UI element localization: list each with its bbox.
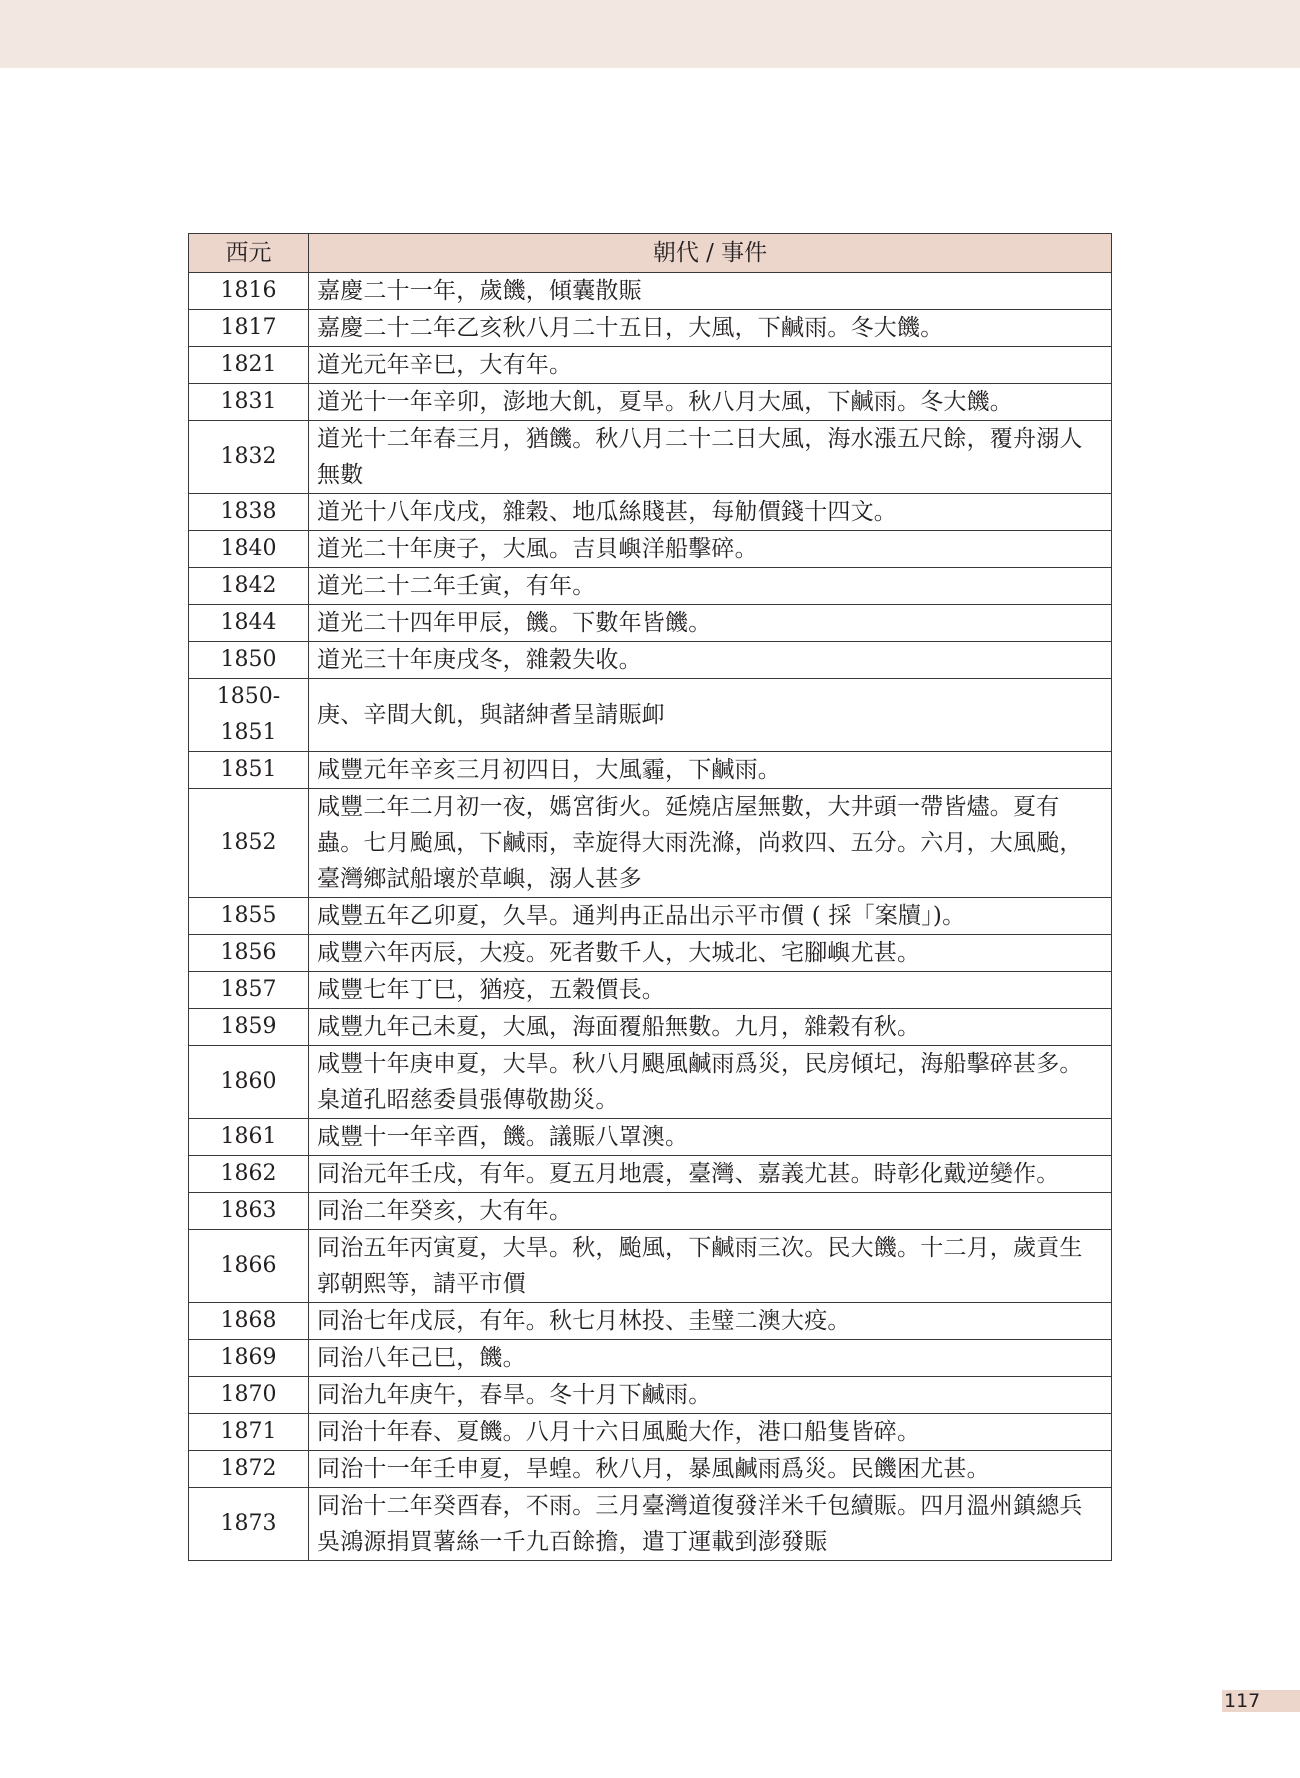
year-cell: 1872 bbox=[189, 1451, 309, 1488]
table-row bbox=[189, 898, 1112, 935]
table-row bbox=[189, 384, 1112, 421]
table-row bbox=[189, 935, 1112, 972]
table-row bbox=[189, 605, 1112, 642]
table-row bbox=[189, 1230, 1112, 1303]
event-cell: 道光二十二年壬寅，有年。 bbox=[309, 568, 1112, 605]
event-cell: 咸豐十一年辛酉，饑。議賑八罩澳。 bbox=[309, 1119, 1112, 1156]
table-row bbox=[189, 1119, 1112, 1156]
header-band bbox=[0, 0, 1300, 68]
year-cell: 1862 bbox=[189, 1156, 309, 1193]
event-cell: 道光十一年辛卯，澎地大飢，夏旱。秋八月大風，下鹹雨。冬大饑。 bbox=[309, 384, 1112, 421]
event-cell: 道光三十年庚戌冬，雜穀失收。 bbox=[309, 642, 1112, 679]
table-row bbox=[189, 642, 1112, 679]
table-row bbox=[189, 568, 1112, 605]
event-cell: 道光二十四年甲辰，饑。下數年皆饑。 bbox=[309, 605, 1112, 642]
year-cell: 1852 bbox=[189, 789, 309, 898]
year-cell: 1831 bbox=[189, 384, 309, 421]
page-number: 117 bbox=[1222, 1690, 1300, 1712]
event-cell: 同治十年春、夏饑。八月十六日風颱大作，港口船隻皆碎。 bbox=[309, 1414, 1112, 1451]
table-row bbox=[189, 421, 1112, 494]
year-cell: 1859 bbox=[189, 1009, 309, 1046]
event-column-header: 朝代 / 事件 bbox=[309, 234, 1112, 273]
year-cell: 1857 bbox=[189, 972, 309, 1009]
year-cell: 1856 bbox=[189, 935, 309, 972]
year-cell: 1840 bbox=[189, 531, 309, 568]
event-cell: 同治九年庚午，春旱。冬十月下鹹雨。 bbox=[309, 1377, 1112, 1414]
year-cell: 1838 bbox=[189, 494, 309, 531]
table-row bbox=[189, 1377, 1112, 1414]
table-row bbox=[189, 494, 1112, 531]
event-cell: 同治十一年壬申夏，旱蝗。秋八月，暴風鹹雨爲災。民饑困尤甚。 bbox=[309, 1451, 1112, 1488]
event-cell: 嘉慶二十一年，歲饑，傾囊散賑 bbox=[309, 273, 1112, 310]
event-cell: 道光十八年戊戌，雜穀、地瓜絲賤甚，每觔價錢十四文。 bbox=[309, 494, 1112, 531]
table-row bbox=[189, 1340, 1112, 1377]
year-cell: 1816 bbox=[189, 273, 309, 310]
event-cell: 道光二十年庚子，大風。吉貝嶼洋船擊碎。 bbox=[309, 531, 1112, 568]
year-cell: 1869 bbox=[189, 1340, 309, 1377]
event-cell: 同治八年己巳，饑。 bbox=[309, 1340, 1112, 1377]
event-cell: 咸豐九年己未夏，大風，海面覆船無數。九月，雜穀有秋。 bbox=[309, 1009, 1112, 1046]
event-cell: 咸豐五年乙卯夏，久旱。通判冉正品出示平市價 ( 採「案牘」)。 bbox=[309, 898, 1112, 935]
year-cell: 1817 bbox=[189, 310, 309, 347]
event-cell: 咸豐二年二月初一夜，媽宮街火。延燒店屋無數，大井頭一帶皆燼。夏有蟲。七月颱風，下鹹雨，幸旋得大雨洗滌，尚救四、五分。六月，大風颱，臺灣鄉試船壞於草嶼，溺人甚多 bbox=[309, 789, 1112, 898]
event-cell: 同治五年丙寅夏，大旱。秋，颱風，下鹹雨三次。民大饑。十二月，歲貢生郭朝熙等，請平市價 bbox=[309, 1230, 1112, 1303]
year-cell: 1866 bbox=[189, 1230, 309, 1303]
table-row bbox=[189, 1488, 1112, 1561]
year-cell: 1821 bbox=[189, 347, 309, 384]
year-cell: 1868 bbox=[189, 1303, 309, 1340]
table-row bbox=[189, 1303, 1112, 1340]
year-cell: 1863 bbox=[189, 1193, 309, 1230]
table-row bbox=[189, 1193, 1112, 1230]
event-cell: 嘉慶二十二年乙亥秋八月二十五日，大風，下鹹雨。冬大饑。 bbox=[309, 310, 1112, 347]
table-row bbox=[189, 1156, 1112, 1193]
table-row bbox=[189, 789, 1112, 898]
year-cell: 1850 bbox=[189, 642, 309, 679]
year-cell: 1842 bbox=[189, 568, 309, 605]
table-row bbox=[189, 1414, 1112, 1451]
year-cell: 1871 bbox=[189, 1414, 309, 1451]
year-cell: 1855 bbox=[189, 898, 309, 935]
table-row bbox=[189, 1451, 1112, 1488]
table-row bbox=[189, 1046, 1112, 1119]
year-cell: 1861 bbox=[189, 1119, 309, 1156]
event-cell: 同治二年癸亥，大有年。 bbox=[309, 1193, 1112, 1230]
event-cell: 同治七年戊辰，有年。秋七月林投、圭璧二澳大疫。 bbox=[309, 1303, 1112, 1340]
table-row bbox=[189, 752, 1112, 789]
table-header-row bbox=[189, 234, 1112, 273]
table-body bbox=[189, 273, 1112, 1561]
event-cell: 咸豐元年辛亥三月初四日，大風霾，下鹹雨。 bbox=[309, 752, 1112, 789]
event-cell: 咸豐七年丁巳，猶疫，五穀價長。 bbox=[309, 972, 1112, 1009]
event-cell: 咸豐六年丙辰，大疫。死者數千人，大城北、宅腳嶼尤甚。 bbox=[309, 935, 1112, 972]
year-cell: 1850-1851 bbox=[189, 679, 309, 752]
event-cell: 同治十二年癸酉春，不雨。三月臺灣道復發洋米千包續賑。四月溫州鎮總兵吳鴻源捐買薯絲一千九百餘擔，遣丁運載到澎發賑 bbox=[309, 1488, 1112, 1561]
table-row bbox=[189, 1009, 1112, 1046]
year-cell: 1873 bbox=[189, 1488, 309, 1561]
table-row bbox=[189, 273, 1112, 310]
year-cell: 1844 bbox=[189, 605, 309, 642]
event-cell: 道光十二年春三月，猶饑。秋八月二十二日大風，海水漲五尺餘，覆舟溺人無數 bbox=[309, 421, 1112, 494]
event-table bbox=[188, 233, 1112, 1561]
year-column-header: 西元 bbox=[189, 234, 309, 273]
event-cell: 咸豐十年庚申夏，大旱。秋八月颶風鹹雨爲災，民房傾圮，海船擊碎甚多。臬道孔昭慈委員張傳敬勘災。 bbox=[309, 1046, 1112, 1119]
year-cell: 1851 bbox=[189, 752, 309, 789]
event-cell: 道光元年辛巳，大有年。 bbox=[309, 347, 1112, 384]
table-row bbox=[189, 972, 1112, 1009]
table-row bbox=[189, 679, 1112, 752]
event-cell: 庚、辛間大飢，與諸紳耆呈請賑卹 bbox=[309, 679, 1112, 752]
table-row bbox=[189, 531, 1112, 568]
event-cell: 同治元年壬戌，有年。夏五月地震，臺灣、嘉義尤甚。時彰化戴逆變作。 bbox=[309, 1156, 1112, 1193]
table-row bbox=[189, 310, 1112, 347]
event-table-container bbox=[188, 233, 1111, 1561]
year-cell: 1860 bbox=[189, 1046, 309, 1119]
table-row bbox=[189, 347, 1112, 384]
year-cell: 1832 bbox=[189, 421, 309, 494]
year-cell: 1870 bbox=[189, 1377, 309, 1414]
